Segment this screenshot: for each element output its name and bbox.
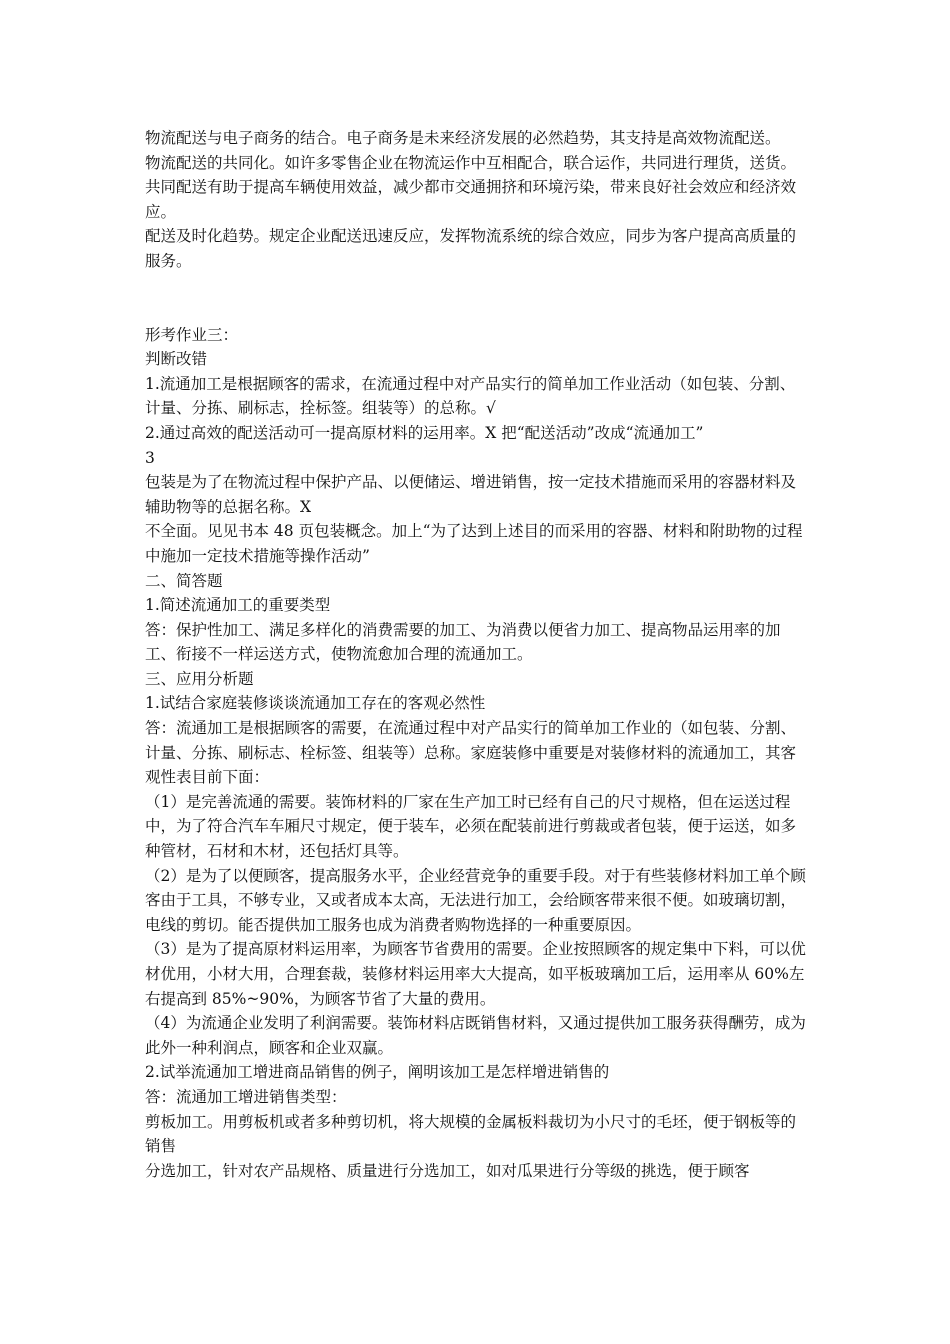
document-body xyxy=(145,126,810,1183)
application-answer-1-point-3: （3）是为了提高原材料运用率，为顾客节省费用的需要。企业按照顾客的规定集中下料，可以优材优用，小材大用，合理套裁，装修材料运用率大大提高，如平板玻璃加工后，运用率从 60%左右提高到 85%~90%，为顾客节省了大量的费用。 xyxy=(145,940,806,1008)
application-answer-1-point-1: （1）是完善流通的需要。装饰材料的厂家在生产加工时已经有自己的尺寸规格，但在运送过程中，为了符合汽车车厢尺寸规定，便于装车，必须在配装前进行剪裁或者包装，便于运送，如多种管材，石材和木材，还包括灯具等。 xyxy=(145,792,797,861)
application-question-1: 1.试结合家庭装修谈谈流通加工存在的客观必然性 xyxy=(145,694,486,713)
paragraph-ecommerce: 物流配送与电子商务的结合。电子商务是未来经济发展的必然趋势，其支持是高效物流配送。 xyxy=(145,129,781,147)
section-spacer xyxy=(145,274,810,323)
section-heading-assignment-3: 形考作业三： xyxy=(145,325,239,344)
paragraph-joint-distribution: 物流配送的共同化。如许多零售企业在物流运作中互相配合，联合运作，共同进行理货，送货。共同配送有助于提高车辆使用效益，减少都市交通拥挤和环境污染，带来良好社会效应和经济效应。 xyxy=(145,153,797,221)
short-answer-question-1: 1.简述流通加工的重要类型 xyxy=(145,596,331,615)
section-heading-true-false: 判断改错 xyxy=(145,350,208,369)
section-heading-application: 三、应用分析题 xyxy=(145,669,254,688)
application-answer-2-shearing: 剪板加工。用剪板机或者多种剪切机，将大规模的金属板料裁切为小尺寸的毛坯，便于钢板等的销售 xyxy=(145,1112,797,1156)
question-3-correction: 不全面。见见书本 48 页包装概念。加上“为了达到上述目的而采用的容器、材料和附助物的过程中施加一定技术措施等操作活动” xyxy=(145,522,803,565)
question-2: 2.通过高效的配送活动可一提高原材料的运用率。X 把“配送活动”改成“流通加工” xyxy=(145,423,704,442)
short-answer-1: 答：保护性加工、满足多样化的消费需要的加工、为消费以便省力加工、提高物品运用率的加工、衔接不一样运送方式，使物流愈加合理的流通加工。 xyxy=(145,620,781,664)
question-1: 1.流通加工是根据顾客的需求，在流通过程中对产品实行的简单加工作业活动（如包装、分割、计量、分拣、刷标志，拴标签。组装等）的总称。√ xyxy=(145,374,796,418)
application-answer-2-intro: 答：流通加工增进销售类型： xyxy=(145,1087,347,1106)
application-question-2: 2.试举流通加工增进商品销售的例子，阐明该加工是怎样增进销售的 xyxy=(145,1063,610,1082)
section-heading-short-answer: 二、简答题 xyxy=(145,571,223,590)
application-answer-2-sorting: 分选加工，针对农产品规格、质量进行分选加工，如对瓜果进行分等级的挑选，便于顾客 xyxy=(145,1161,750,1180)
application-answer-1-point-4: （4）为流通企业发明了利润需要。装饰材料店既销售材料，又通过提供加工服务获得酬劳，成为此外一种利润点，顾客和企业双赢。 xyxy=(145,1014,806,1057)
question-3-number: 3 xyxy=(145,448,155,467)
application-answer-1-intro: 答：流通加工是根据顾客的需要，在流通过程中对产品实行的简单加工作业的（如包装、分割、计量、分拣、刷标志、栓标签、组装等）总称。家庭装修中重要是对装修材料的流通加工，其客观性表目前下面： xyxy=(145,719,797,787)
paragraph-timeliness: 配送及时化趋势。规定企业配送迅速反应，发挥物流系统的综合效应，同步为客户提高高质量的服务。 xyxy=(145,227,797,270)
question-3-text: 包装是为了在物流过程中保护产品、以便储运、增进销售，按一定技术措施而采用的容器材料及辅助物等的总据名称。X xyxy=(145,473,797,516)
application-answer-1-point-2: （2）是为了以便顾客，提高服务水平，企业经营竞争的重要手段。对于有些装修材料加工单个顾客由于工具，不够专业，又或者成本太高，无法进行加工，会给顾客带来很不便。如玻璃切割，电线的剪切。能否提供加工服务也成为消费者购物选择的一种重要原因。 xyxy=(145,866,806,934)
